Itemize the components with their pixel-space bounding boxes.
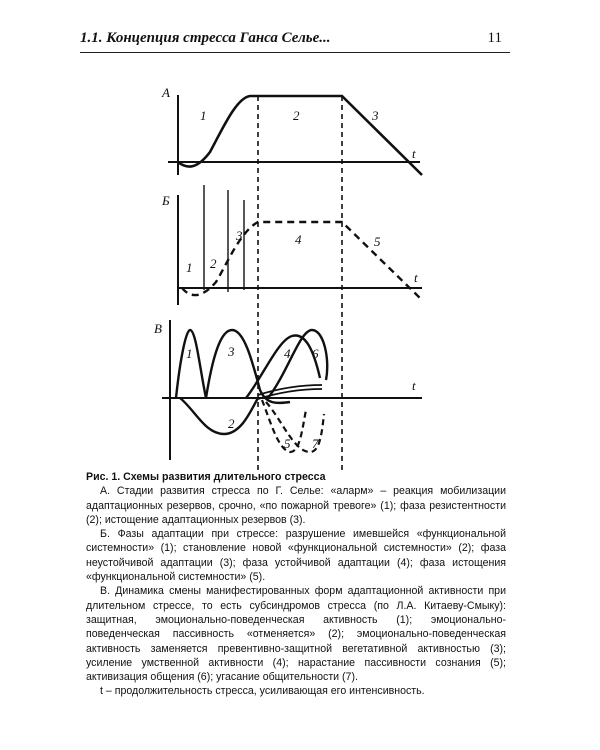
panel-b-t-label: t: [414, 270, 418, 285]
figure-caption: [86, 470, 506, 699]
caption-section-c: В. Динамика смены манифестированных форм адаптационной активности при длительном стрессе, то есть субсиндромов стресса (по Л.А. Китаеву-Смыку): защитная, эмоционально-поведенческая активность (1); эмоционально-поведенческая пассивность «отменяется» (2); эмоционально-поведенческая активность заменяется превентивно-защитной вегетативной активностью (3); усиление умственной активности (4); нарастание пассивности сознания (5); активизация общения (6); угасание общительности (7).: [86, 585, 506, 684]
panel-a-t-label: t: [412, 146, 416, 161]
panel-c-t-label: t: [412, 378, 416, 393]
panel-c-label: В: [154, 321, 162, 336]
panel-c-num-4: 4: [284, 346, 291, 361]
panel-b-num-5: 5: [374, 234, 381, 249]
panel-a-num-2: 2: [293, 108, 300, 123]
panel-c-num-7: 7: [312, 436, 319, 451]
panel-c-num-3: 3: [228, 344, 235, 359]
panel-b-num-2: 2: [210, 256, 217, 271]
caption-t-note: t – продолжительность стресса, усиливающая его интенсивность.: [100, 685, 425, 698]
panel-c-curve-1: [176, 330, 206, 398]
panel-c-num-6: 6: [312, 346, 319, 361]
panel-b-label: Б: [162, 193, 170, 208]
panel-a-curve: [178, 96, 422, 175]
caption-fig-label: Рис. 1.: [86, 471, 121, 483]
caption-section-b: Б. Фазы адаптации при стрессе: разрушение имевшейся «функциональной системности» (1); становление новой «функциональной системности» (2); фаза неустойчивой адаптации (3); фаза устойчивой адаптации (4); фаза истощения «функциональной системности» (5).: [86, 528, 506, 584]
panel-c-num-1: 1: [186, 346, 193, 361]
caption-heading: [86, 470, 506, 484]
caption-section-a: А. Стадии развития стресса по Г. Селье: «аларм» – реакция мобилизации адаптационных резервов, срочно, «по пожарной тревоге» (1); фаза резистентности (2); истощение адаптационных резервов (3).: [86, 485, 506, 526]
caption-title: Схемы развития длительного стресса: [123, 471, 326, 483]
panel-a-label: А: [162, 85, 170, 100]
panel-b-num-1: 1: [186, 260, 193, 275]
panel-a-num-1: 1: [200, 108, 207, 123]
panel-c-curve-3: [206, 330, 290, 403]
panel-b-num-3: 3: [236, 228, 243, 243]
panel-c-num-2: 2: [228, 416, 235, 431]
panel-b-num-4: 4: [295, 232, 302, 247]
page-number: 11: [487, 30, 502, 46]
panel-c-num-5: 5: [284, 436, 291, 451]
panel-c-curve-6: [268, 330, 327, 398]
header-title: 1.1. Концепция стресса Ганса Селье...: [80, 30, 331, 46]
panel-c-curve-2: [180, 398, 258, 434]
panel-a-num-3: 3: [372, 108, 379, 123]
